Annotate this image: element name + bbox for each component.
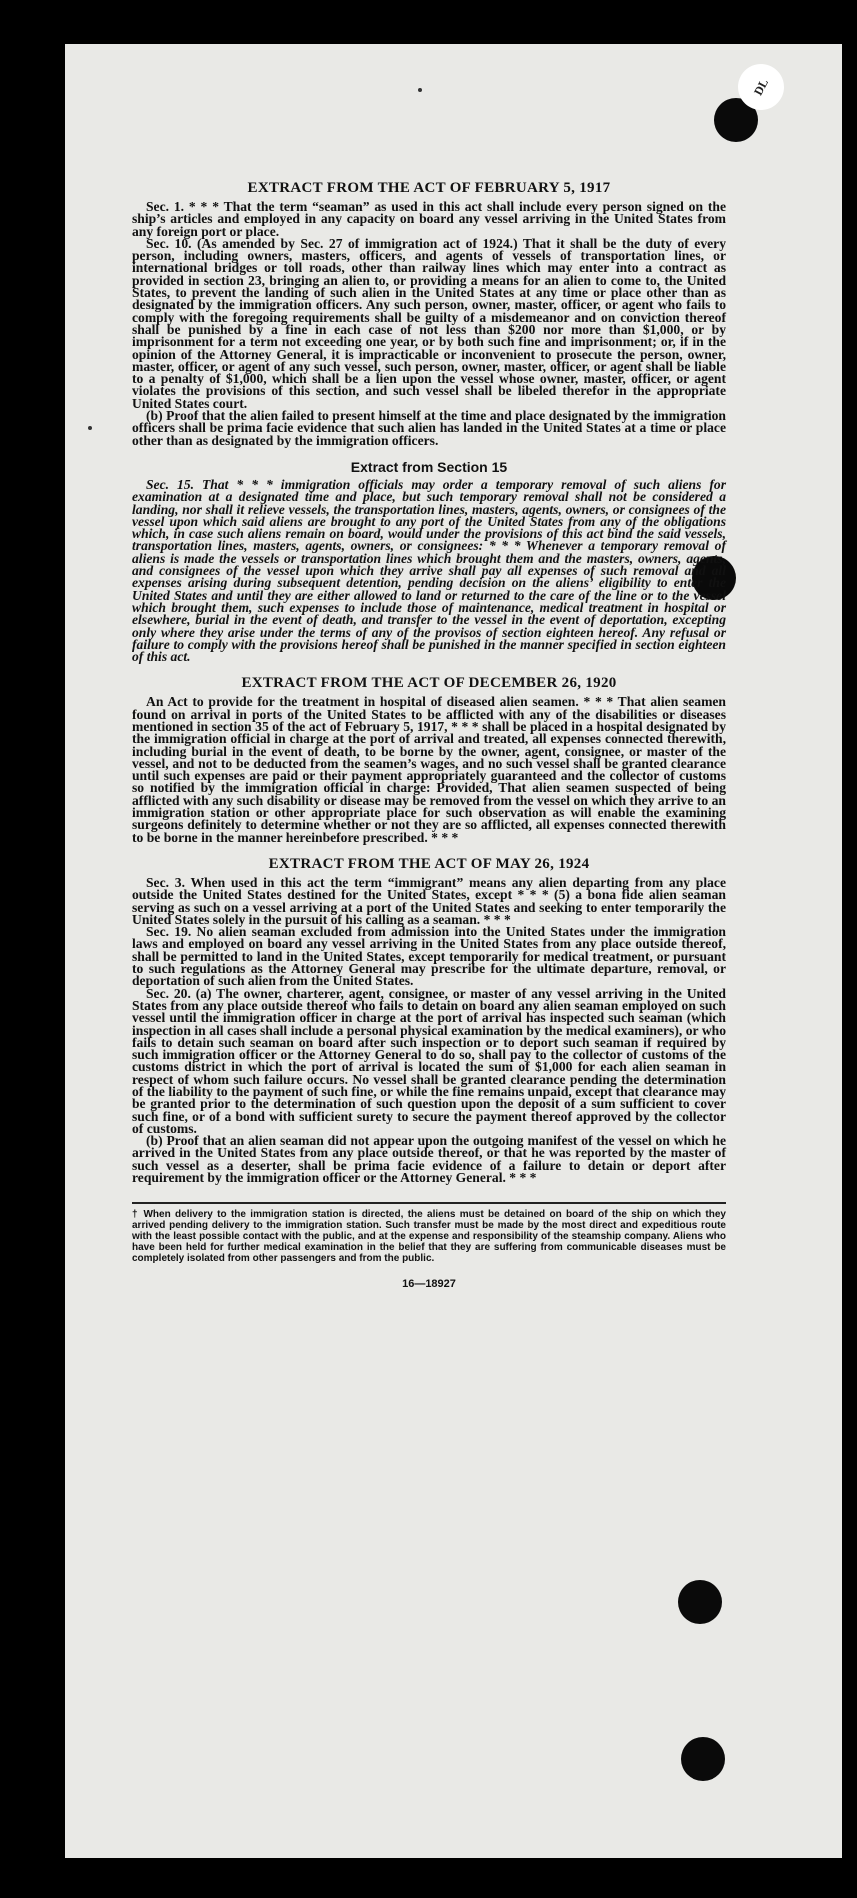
speck (418, 88, 422, 92)
paragraph: (b) Proof that an alien seaman did not appear upon the outgoing manifest of the vessel on which he arrived in the United States from any place outside thereof, or that he was reported by the master of such vessel as a deserter, shall be prima facie evidence of a failure to detain or deport after requirement by the immigration officer or the Attorney General. * * * (132, 1133, 726, 1186)
section-heading: EXTRACT FROM THE ACT OF MAY 26, 1924 (268, 855, 590, 872)
divider (132, 1202, 726, 1204)
document-body (132, 180, 726, 1290)
section-act-1920 (132, 675, 726, 844)
paragraph: Sec. 10. (As amended by Sec. 27 of immigration act of 1924.) That it shall be the duty of every person, including owners, masters, officers, and agents of vessels of transportation lines, or international bridges or toll roads, other than railway lines which may enter into a contract as provided in section 23, bringing an alien to, or providing a means for an alien to come to, the United States, to prevent the landing of such alien in the United States at any time or place other than as designated by the immigration officers. Any such person, owner, master, officer, or agent who fails to comply with the foregoing requirements shall be guilty of a misdemeanor and on conviction thereof shall be punished by a fine in each case of not less than $200 nor more than $1,000, or by imprisonment for a term not exceeding one year, or by both such fine and imprisonment; or, if in the opinion of the Attorney General, it is impracticable or inconvenient to prosecute the person, owner, master, officer, or agent of any such vessel, such person, owner, master, officer, or agent shall be liable to a penalty of $1,000, which shall be a lien upon the vessel whose owner, master, officer, or agent violates the provisions of this section, and such vessel shall be libeled therefor in the appropriate United States court. (132, 235, 726, 411)
section-heading: EXTRACT FROM THE ACT OF DECEMBER 26, 1920 (241, 675, 617, 692)
paragraph: (b) Proof that the alien failed to present himself at the time and place designated by the immigration officers shall be prima facie evidence that such alien has landed in the United States at a time or place other than as designated by the immigration officers. (132, 408, 726, 448)
form-number: 16—18927 (402, 1278, 456, 1291)
paragraph: Sec. 1. * * * That the term “seaman” as used in this act shall include every person signed on the ship’s articles and employed in any capacity on board any vessel arriving in the United States from any foreign port or place. (132, 199, 726, 239)
section-extract-15 (132, 459, 726, 663)
speck (88, 426, 92, 430)
section-act-1917 (132, 180, 726, 447)
paragraph: Sec. 15. That * * * immigration officials may order a temporary removal of such aliens for examination at a designated time and place, but such temporary removal shall not be considered a landing, nor shall it relieve vessels, the transportation lines, masters, agents, owners, or consignees of the vessel upon which said aliens are brought to any port of the United States from any of the obligations which, in case such aliens remain on board, would under the provisions of this act bind the said vessels, transportation lines, masters, agents, owners, or consignees: * * * Whenever a temporary removal of aliens is made the vessels or transportation lines which brought them and the masters, owners, agents, and consignees of the vessel upon which they arrive shall pay all expenses of such removal and all expenses arising during subsequent detention, pending decision on the aliens’ eligibility to enter the United States and until they are either allowed to land or returned to the care of the line or to the vessel which brought them, such expenses to include those of maintenance, medical treatment in hospital or elsewhere, burial in the event of death, and transfer to the vessel in the event of deportation, excepting only where they arise under the terms of any of the provisos of section eighteen hereof. Any refusal or failure to comply with the provisions hereof shall be punished in the manner specified in section eighteen of this act. (132, 476, 726, 665)
section-act-1924 (132, 856, 726, 1184)
stamp: DL (730, 56, 792, 118)
paragraph: Sec. 19. No alien seaman excluded from admission into the United States under the immigration laws and employed on board any vessel arriving in the United States from any place outside thereof, shall be permitted to land in the United States, except temporarily for medical treatment, or pursuant to such regulations as the Attorney General may prescribe for the ultimate departure, removal, or deportation of such alien from the United States. (132, 924, 726, 989)
footnote: † When delivery to the immigration station is directed, the aliens must be detained on board of the ship on which they arrived pending delivery to the immigration station. Such transfer must be made by the most direct and expeditious route with the least possible contact with the public, and at the expense and responsibility of the steamship company. Aliens who have been held for further medical examination in the belief that they are suffering from communicable diseases must be completely isolated from other passengers and from the public. (132, 1209, 726, 1264)
punch-hole (681, 1737, 725, 1781)
paragraph: An Act to provide for the treatment in hospital of diseased alien seamen. * * * That alien seamen found on arrival in ports of the United States to be afflicted with any of the disabilities or diseases mentioned in section 35 of the act of February 5, 1917, * * * shall be placed in a hospital designated by the immigration official in charge at the port of arrival and treated, all expenses connected therewith, including burial in the event of death, to be borne by the owner, agent, consignee, or master of the vessel, and not to be deducted from the seamen’s wages, and no such vessel shall be granted clearance until such expenses are paid or their payment appropriately guaranteed and the collector of customs so notified by the immigration official in charge: Provided, That alien seamen suspected of being afflicted with any such disability or disease may be removed from the vessel on which they arrive to an immigration station or other appropriate place for such observation as will enable the examining surgeons definitely to determine whether or not they are so afflicted, all expenses connected therewith to be borne in the manner hereinbefore prescribed. * * * (132, 694, 726, 845)
section-subheading: Extract from Section 15 (350, 458, 508, 475)
paragraph: Sec. 20. (a) The owner, charterer, agent, consignee, or master of any vessel arriving in the United States from any place outside thereof who fails to detain on board any alien seaman employed on such vessel until the immigration officer in charge at the port of arrival has inspected such seaman (which inspection in all cases shall include a personal physical examination by the medical examiners), or who fails to detain such seaman on board after such inspection or to deport such seaman if required by such immigration officer or the Attorney General to do so, shall pay to the collector of customs of the customs district in which the port of arrival is located the sum of $1,000 for each alien seaman in respect of whom such failure occurs. No vessel shall be granted clearance pending the determination of the liability to the payment of such fine, or while the fine remains unpaid, except that clearance may be granted prior to the determination of such question upon the deposit of a sum sufficient to cover such fine, or of a bond with sufficient surety to secure the payment thereof approved by the collector of customs. (132, 985, 726, 1136)
paragraph: Sec. 3. When used in this act the term “immigrant” means any alien departing from any place outside the United States destined for the United States, except * * * (5) a bona fide alien seaman serving as such on a vessel arriving at a port of the United States and seeking to enter temporarily the United States solely in the pursuit of his calling as a seaman. * * * (132, 874, 726, 927)
section-heading: EXTRACT FROM THE ACT OF FEBRUARY 5, 1917 (247, 180, 611, 196)
punch-hole (678, 1580, 722, 1624)
